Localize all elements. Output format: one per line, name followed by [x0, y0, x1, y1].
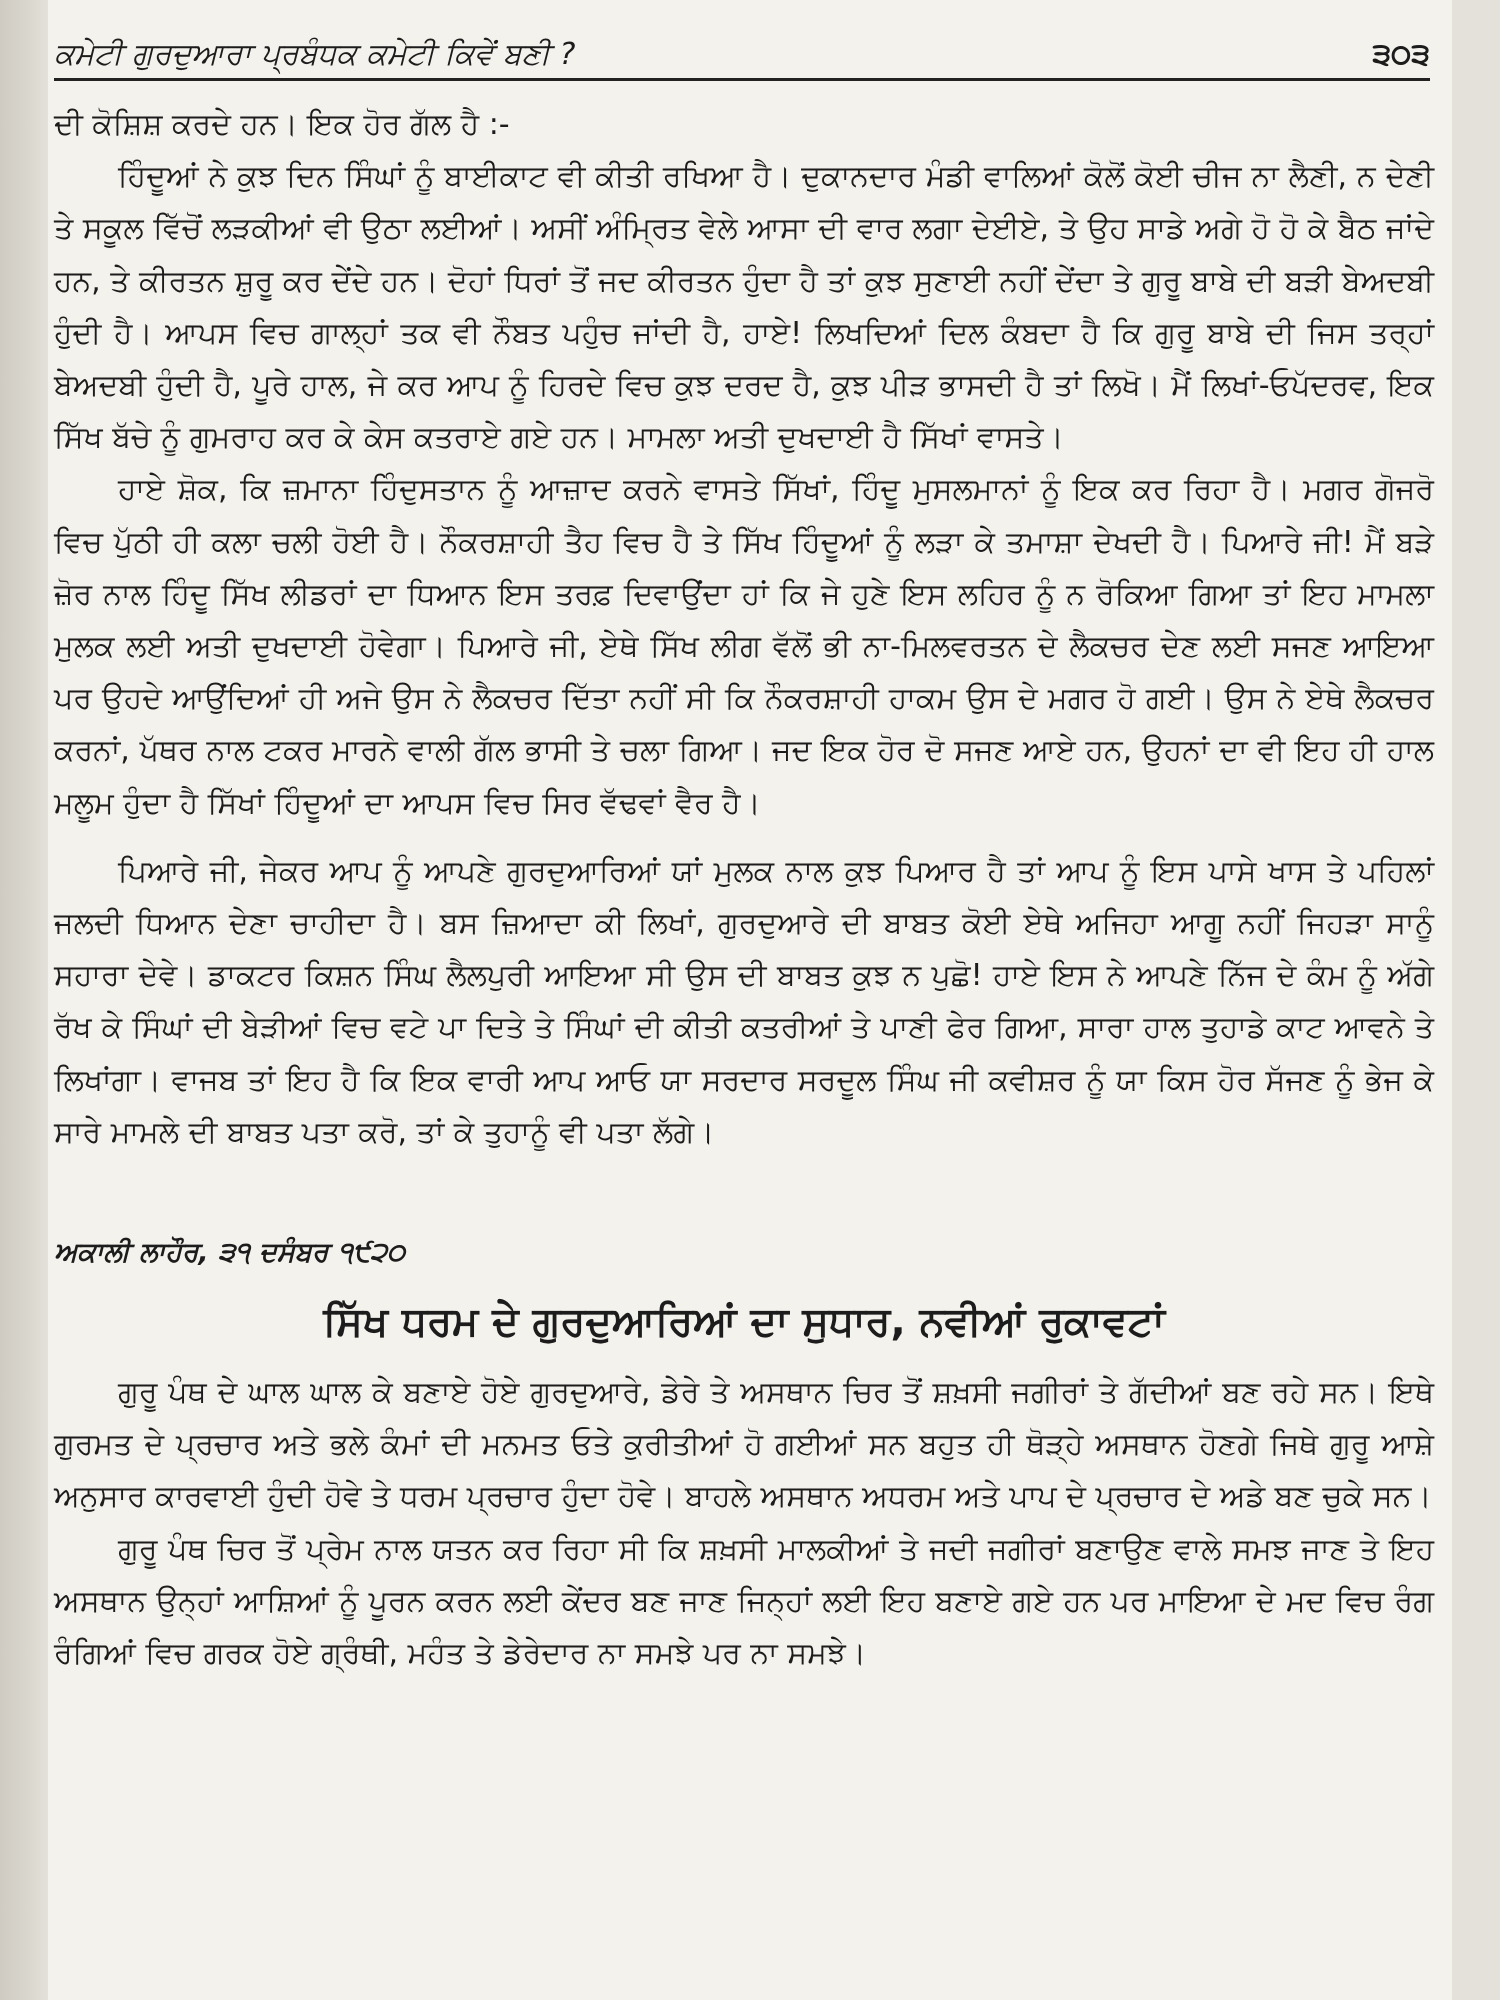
header-rule — [54, 78, 1430, 81]
running-title: ਕਮੇਟੀ ਗੁਰਦੁਆਰਾ ਪ੍ਰਬੰਧਕ ਕਮੇਟੀ ਕਿਵੇਂ ਬਣੀ ? — [54, 37, 576, 72]
running-header — [54, 28, 1434, 72]
paragraph-gap — [54, 830, 1434, 846]
page-number: ੩੦੩ — [1372, 37, 1430, 72]
source-citation: ਅਕਾਲੀ ਲਾਹੌਰ, ੩੧ ਦਸੰਬਰ ੧੯੨੦ — [54, 1237, 406, 1269]
paragraph: ਗੁਰੂ ਪੰਥ ਦੇ ਘਾਲ ਘਾਲ ਕੇ ਬਣਾਏ ਹੋਏ ਗੁਰਦੁਆਰੇ, ਡੇਰੇ ਤੇ ਅਸਥਾਨ ਚਿਰ ਤੋਂ ਸ਼ਖ਼ਸੀ ਜਗੀਰਾਂ ਤੇ ਗੱਦੀਆਂ ਬਣ ਰਹੇ ਸਨ। ਇਥੇ ਗੁਰਮਤ ਦੇ ਪ੍ਰਚਾਰ ਅਤੇ ਭਲੇ ਕੰਮਾਂ ਦੀ ਮਨਮਤ ਓਤੇ ਕੁਰੀਤੀਆਂ ਹੋ ਗਈਆਂ ਸਨ ਬਹੁਤ ਹੀ ਥੋੜ੍ਹੇ ਅਸਥਾਨ ਹੋਣਗੇ ਜਿਥੇ ਗੁਰੂ ਆਸ਼ੇ ਅਨੁਸਾਰ ਕਾਰਵਾਈ ਹੁੰਦੀ ਹੋਵੇ ਤੇ ਧਰਮ ਪ੍ਰਚਾਰ ਹੁੰਦਾ ਹੋਵੇ। ਬਾਹਲੇ ਅਸਥਾਨ ਅਧਰਮ ਅਤੇ ਪਾਪ ਦੇ ਪ੍ਰਚਾਰ ਦੇ ਅਡੇ ਬਣ ਚੁਕੇ ਸਨ। — [54, 1375, 1434, 1515]
paragraph: ਹਿੰਦੂਆਂ ਨੇ ਕੁਝ ਦਿਨ ਸਿੰਘਾਂ ਨੂੰ ਬਾਈਕਾਟ ਵੀ ਕੀਤੀ ਰਖਿਆ ਹੈ। ਦੁਕਾਨਦਾਰ ਮੰਡੀ ਵਾਲਿਆਂ ਕੋਲੋਂ ਕੋਈ ਚੀਜ ਨਾ ਲੈਣੀ, ਨ ਦੇਣੀ ਤੇ ਸਕੂਲ ਵਿੱਚੋਂ ਲੜਕੀਆਂ ਵੀ ਉਠਾ ਲਈਆਂ। ਅਸੀਂ ਅੰਮ੍ਰਿਤ ਵੇਲੇ ਆਸਾ ਦੀ ਵਾਰ ਲਗਾ ਦੇਈਏ, ਤੇ ਉਹ ਸਾਡੇ ਅਗੇ ਹੋ ਹੋ ਕੇ ਬੈਠ ਜਾਂਦੇ ਹਨ, ਤੇ ਕੀਰਤਨ ਸ਼ੁਰੂ ਕਰ ਦੇਂਦੇ ਹਨ। ਦੋਹਾਂ ਧਿਰਾਂ ਤੋਂ ਜਦ ਕੀਰਤਨ ਹੁੰਦਾ ਹੈ ਤਾਂ ਕੁਝ ਸੁਣਾਈ ਨਹੀਂ ਦੇਂਦਾ ਤੇ ਗੁਰੂ ਬਾਬੇ ਦੀ ਬੜੀ ਬੇਅਦਬੀ ਹੁੰਦੀ ਹੈ। ਆਪਸ ਵਿਚ ਗਾਲ੍ਹਾਂ ਤਕ ਵੀ ਨੌਬਤ ਪਹੁੰਚ ਜਾਂਦੀ ਹੈ, ਹਾਏ! ਲਿਖਦਿਆਂ ਦਿਲ ਕੰਬਦਾ ਹੈ ਕਿ ਗੁਰੂ ਬਾਬੇ ਦੀ ਜਿਸ ਤਰ੍ਹਾਂ ਬੇਅਦਬੀ ਹੁੰਦੀ ਹੈ, ਪੂਰੇ ਹਾਲ, ਜੇ ਕਰ ਆਪ ਨੂੰ ਹਿਰਦੇ ਵਿਚ ਕੁਝ ਦਰਦ ਹੈ, ਕੁਝ ਪੀੜ ਭਾਸਦੀ ਹੈ ਤਾਂ ਲਿਖੋ। ਮੈਂ ਲਿਖਾਂ-ਓਪੱਦਰਵ, ਇਕ ਸਿੱਖ ਬੱਚੇ ਨੂੰ ਗੁਮਰਾਹ ਕਰ ਕੇ ਕੇਸ ਕਤਰਾਏ ਗਏ ਹਨ। ਮਾਮਲਾ ਅਤੀ ਦੁਖਦਾਈ ਹੈ ਸਿੱਖਾਂ ਵਾਸਤੇ। — [54, 159, 1434, 456]
paragraph: ਪਿਆਰੇ ਜੀ, ਜੇਕਰ ਆਪ ਨੂੰ ਆਪਣੇ ਗੁਰਦੁਆਰਿਆਂ ਯਾਂ ਮੁਲਕ ਨਾਲ ਕੁਝ ਪਿਆਰ ਹੈ ਤਾਂ ਆਪ ਨੂੰ ਇਸ ਪਾਸੇ ਖਾਸ ਤੇ ਪਹਿਲਾਂ ਜਲਦੀ ਧਿਆਨ ਦੇਣਾ ਚਾਹੀਦਾ ਹੈ। ਬਸ ਜ਼ਿਆਦਾ ਕੀ ਲਿਖਾਂ, ਗੁਰਦੁਆਰੇ ਦੀ ਬਾਬਤ ਕੋਈ ਏਥੇ ਅਜਿਹਾ ਆਗੂ ਨਹੀਂ ਜਿਹੜਾ ਸਾਨੂੰ ਸਹਾਰਾ ਦੇਵੇ। ਡਾਕਟਰ ਕਿਸ਼ਨ ਸਿੰਘ ਲੈਲਪੁਰੀ ਆਇਆ ਸੀ ਉਸ ਦੀ ਬਾਬਤ ਕੁਝ ਨ ਪੁਛੋ! ਹਾਏ ਇਸ ਨੇ ਆਪਣੇ ਨਿੱਜ ਦੇ ਕੰਮ ਨੂੰ ਅੱਗੇ ਰੱਖ ਕੇ ਸਿੰਘਾਂ ਦੀ ਬੇੜੀਆਂ ਵਿਚ ਵਟੇ ਪਾ ਦਿਤੇ ਤੇ ਸਿੰਘਾਂ ਦੀ ਕੀਤੀ ਕਤਰੀਆਂ ਤੇ ਪਾਣੀ ਫੇਰ ਗਿਆ, ਸਾਰਾ ਹਾਲ ਤੁਹਾਡੇ ਕਾਟ ਆਵਨੇ ਤੇ ਲਿਖਾਂਗਾ। ਵਾਜਬ ਤਾਂ ਇਹ ਹੈ ਕਿ ਇਕ ਵਾਰੀ ਆਪ ਆਓ ਯਾ ਸਰਦਾਰ ਸਰਦੂਲ ਸਿੰਘ ਜੀ ਕਵੀਸ਼ਰ ਨੂੰ ਯਾ ਕਿਸ ਹੋਰ ਸੱਜਣ ਨੂੰ ਭੇਜ ਕੇ ਸਾਰੇ ਮਾਮਲੇ ਦੀ ਬਾਬਤ ਪਤਾ ਕਰੋ, ਤਾਂ ਕੇ ਤੁਹਾਨੂੰ ਵੀ ਪਤਾ ਲੱਗੇ। — [54, 853, 1434, 1150]
paragraph-continuation: ਦੀ ਕੋਸ਼ਿਸ਼ ਕਰਦੇ ਹਨ। ਇਕ ਹੋਰ ਗੱਲ ਹੈ :- — [54, 107, 510, 142]
paragraph: ਹਾਏ ਸ਼ੋਕ, ਕਿ ਜ਼ਮਾਨਾ ਹਿੰਦੁਸਤਾਨ ਨੂੰ ਆਜ਼ਾਦ ਕਰਨੇ ਵਾਸਤੇ ਸਿੱਖਾਂ, ਹਿੰਦੂ ਮੁਸਲਮਾਨਾਂ ਨੂੰ ਇਕ ਕਰ ਰਿਹਾ ਹੈ। ਮਗਰ ਗੋਜਰੋ ਵਿਚ ਪੁੱਠੀ ਹੀ ਕਲਾ ਚਲੀ ਹੋਈ ਹੈ। ਨੌਕਰਸ਼ਾਹੀ ਤੈਹ ਵਿਚ ਹੈ ਤੇ ਸਿੱਖ ਹਿੰਦੂਆਂ ਨੂੰ ਲੜਾ ਕੇ ਤਮਾਸ਼ਾ ਦੇਖਦੀ ਹੈ। ਪਿਆਰੇ ਜੀ! ਮੈਂ ਬੜੇ ਜ਼ੋਰ ਨਾਲ ਹਿੰਦੂ ਸਿੱਖ ਲੀਡਰਾਂ ਦਾ ਧਿਆਨ ਇਸ ਤਰਫ਼ ਦਿਵਾਉਂਦਾ ਹਾਂ ਕਿ ਜੇ ਹੁਣੇ ਇਸ ਲਹਿਰ ਨੂੰ ਨ ਰੋਕਿਆ ਗਿਆ ਤਾਂ ਇਹ ਮਾਮਲਾ ਮੁਲਕ ਲਈ ਅਤੀ ਦੁਖਦਾਈ ਹੋਵੇਗਾ। ਪਿਆਰੇ ਜੀ, ਏਥੇ ਸਿੱਖ ਲੀਗ ਵੱਲੋਂ ਭੀ ਨਾ-ਮਿਲਵਰਤਨ ਦੇ ਲੈਕਚਰ ਦੇਣ ਲਈ ਸਜਣ ਆਇਆ ਪਰ ਉਹਦੇ ਆਉਂਦਿਆਂ ਹੀ ਅਜੇ ਉਸ ਨੇ ਲੈਕਚਰ ਦਿੱਤਾ ਨਹੀਂ ਸੀ ਕਿ ਨੌਕਰਸ਼ਾਹੀ ਹਾਕਮ ਉਸ ਦੇ ਮਗਰ ਹੋ ਗਈ। ਉਸ ਨੇ ਏਥੇ ਲੈਕਚਰ ਕਰਨਾਂ, ਪੱਥਰ ਨਾਲ ਟਕਰ ਮਾਰਨੇ ਵਾਲੀ ਗੱਲ ਭਾਸੀ ਤੇ ਚਲਾ ਗਿਆ। ਜਦ ਇਕ ਹੋਰ ਦੋ ਸਜਣ ਆਏ ਹਨ, ਉਹਨਾਂ ਦਾ ਵੀ ਇਹ ਹੀ ਹਾਲ ਮਲੂਮ ਹੁੰਦਾ ਹੈ ਸਿੱਖਾਂ ਹਿੰਦੂਆਂ ਦਾ ਆਪਸ ਵਿਚ ਸਿਰ ਵੱਢਵਾਂ ਵੈਰ ਹੈ। — [54, 472, 1434, 821]
book-page — [48, 0, 1452, 2000]
section-gap — [54, 1159, 1434, 1229]
article-title: ਸਿੱਖ ਧਰਮ ਦੇ ਗੁਰਦੁਆਰਿਆਂ ਦਾ ਸੁਧਾਰ, ਨਵੀਆਂ ਰੁਕਾਵਟਾਂ — [323, 1299, 1165, 1346]
paragraph: ਗੁਰੂ ਪੰਥ ਚਿਰ ਤੋਂ ਪ੍ਰੇਮ ਨਾਲ ਯਤਨ ਕਰ ਰਿਹਾ ਸੀ ਕਿ ਸ਼ਖ਼ਸੀ ਮਾਲਕੀਆਂ ਤੇ ਜਦੀ ਜਗੀਰਾਂ ਬਣਾਉਣ ਵਾਲੇ ਸਮਝ ਜਾਣ ਤੇ ਇਹ ਅਸਥਾਨ ਉਨ੍ਹਾਂ ਆਸ਼ਿਆਂ ਨੂੰ ਪੂਰਨ ਕਰਨ ਲਈ ਕੇਂਦਰ ਬਣ ਜਾਣ ਜਿਨ੍ਹਾਂ ਲਈ ਇਹ ਬਣਾਏ ਗਏ ਹਨ ਪਰ ਮਾਇਆ ਦੇ ਮਦ ਵਿਚ ਰੰਗ ਰੰਗਿਆਂ ਵਿਚ ਗਰਕ ਹੋਏ ਗ੍ਰੰਥੀ, ਮਹੰਤ ਤੇ ਡੇਰੇਦਾਰ ਨਾ ਸਮਝੇ ਪਰ ਨਾ ਸਮਝੇ। — [54, 1531, 1434, 1672]
book-gutter — [0, 0, 48, 2000]
